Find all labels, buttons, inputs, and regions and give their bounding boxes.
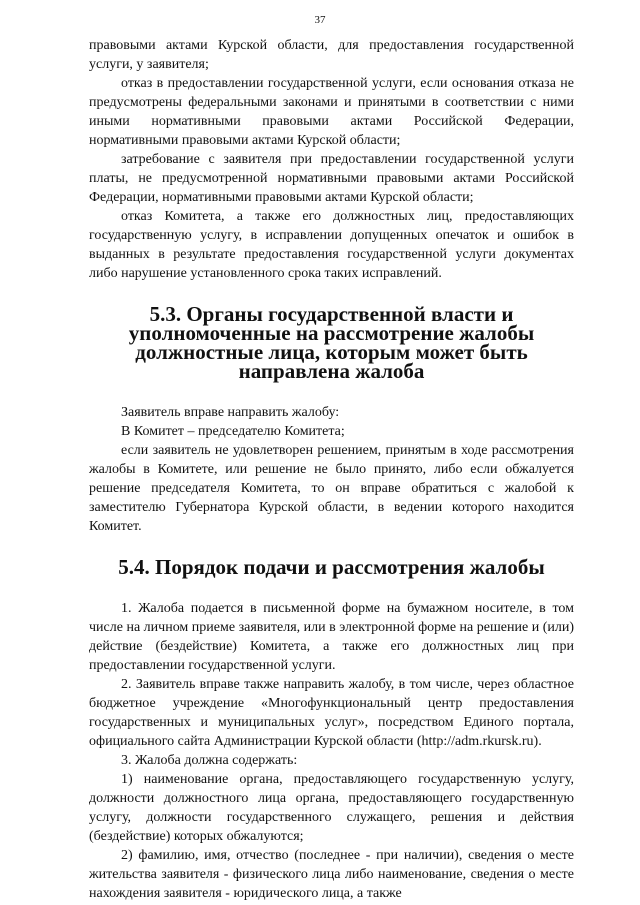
paragraph-correction-refusal: отказ Комитета, а также его должностных лиц, предоставляющих государственную услугу, в исправлении допущенных опечаток и ошибок в выданных в результате предоставления государственной услуги документах либо нарушение установленного срока таких исправлений. bbox=[89, 209, 574, 281]
paragraph-item-3: 3. Жалоба должна содержать: bbox=[121, 753, 298, 768]
section-heading-5-3: 5.3. Органы государственной власти и уполномоченные на рассмотрение жалобы должностные лица, которым может быть направлена жалоба bbox=[128, 302, 535, 383]
paragraph-committee-chair: В Комитет – председателю Комитета; bbox=[121, 424, 345, 439]
paragraph-item-1: 1. Жалоба подается в письменной форме на бумажном носителе, в том числе на личном приеме заявителя, или в электронной форме на решение и (или) действие (бездействие) Комитета, а также его должностных лиц при предоставлении государственной услуги. bbox=[89, 601, 574, 673]
paragraph-continuation: правовыми актами Курской области, для предоставления государственной услуги, у заявителя; bbox=[89, 38, 574, 72]
paragraph-escalation: если заявитель не удовлетворен решением, принятым в ходе рассмотрения жалобы в Комитете, или решение не было принято, либо если обжалуется решение председателя Комитета, то он вправе обратиться с жалобой к заместителю Губернатора Курской области, в ведении которого находится Комитет. bbox=[89, 443, 574, 534]
paragraph-subitem-2: 2) фамилию, имя, отчество (последнее - при наличии), сведения о месте жительства заявителя - физического лица либо наименование, сведения о месте нахождения заявителя - юридического лица, а также bbox=[89, 848, 574, 901]
paragraph-refusal: отказ в предоставлении государственной услуги, если основания отказа не предусмотрены федеральными законами и принятыми в соответствии с ними иными нормативными правовыми актами Российской Федерации, нормативными правовыми актами Курской области; bbox=[89, 76, 574, 148]
document-body bbox=[89, 36, 574, 903]
paragraph-subitem-1: 1) наименование органа, предоставляющего государственную услугу, должности должностного лица органа, предоставляющего государственную услугу, должности государственного служащего, решения и действия (бездействие) которых обжалуются; bbox=[89, 772, 574, 844]
paragraph-right-to-complain: Заявитель вправе направить жалобу: bbox=[121, 405, 340, 420]
section-heading-5-4: 5.4. Порядок подачи и рассмотрения жалобы bbox=[118, 555, 545, 579]
paragraph-item-2: 2. Заявитель вправе также направить жалобу, в том числе, через областное бюджетное учреждение «Многофункциональный центр предоставления государственных и муниципальных услуг», посредством Единого портала, официального сайта Администрации Курской области (http://adm.rkursk.ru). bbox=[89, 677, 574, 749]
page-number: 37 bbox=[314, 14, 326, 26]
paragraph-fee-demand: затребование с заявителя при предоставлении государственной услуги платы, не предусмотренной нормативными правовыми актами Российской Федерации, нормативными правовыми актами Курской области; bbox=[89, 152, 574, 205]
